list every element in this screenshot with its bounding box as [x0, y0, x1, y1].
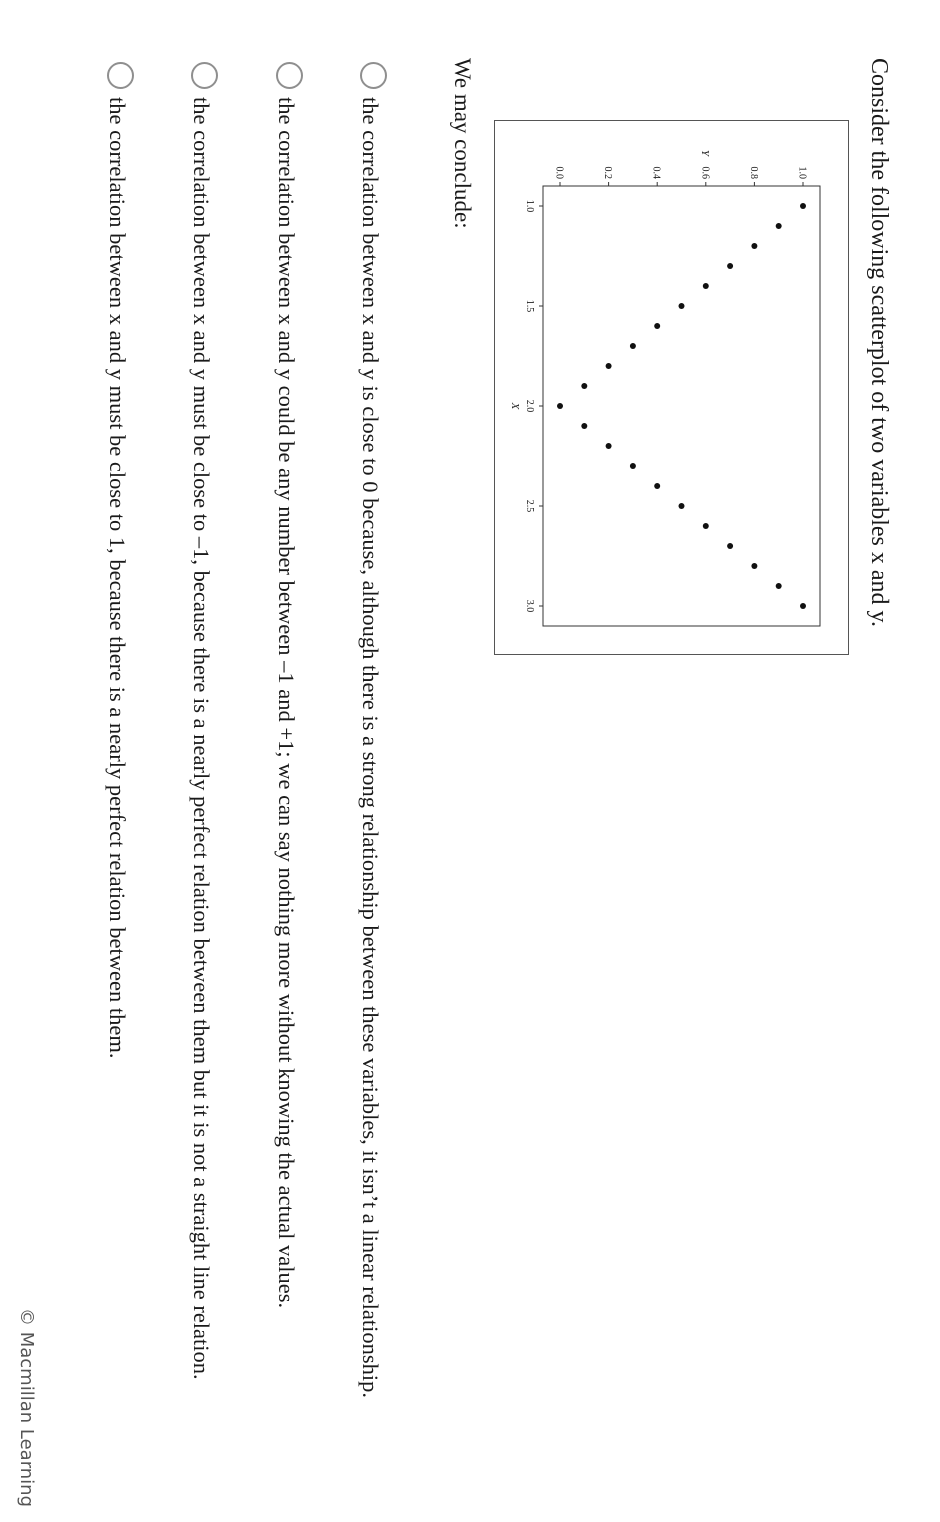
data-point	[776, 223, 782, 229]
answer-option-text: the correlation between x and y could be any number between –1 and +1; we can say nothing more without knowing the actual values.	[274, 97, 299, 1309]
plot-frame	[543, 186, 820, 626]
radio-button-icon[interactable]	[276, 62, 303, 89]
y-tick-label: 0.4	[650, 166, 662, 179]
data-point	[606, 363, 612, 369]
y-tick-label: 0.6	[699, 166, 711, 179]
question-text: Consider the following scatterplot of two variables x and y.	[866, 58, 892, 627]
x-axis-label: X	[509, 402, 521, 410]
y-tick-label: 1.0	[796, 166, 808, 179]
data-point	[703, 523, 709, 529]
answer-option-4[interactable]	[97, 62, 134, 1422]
data-point	[606, 443, 612, 449]
data-point	[581, 423, 587, 429]
data-point	[557, 403, 563, 409]
data-point	[581, 383, 587, 389]
data-point	[630, 343, 636, 349]
answer-option-text: the correlation between x and y must be close to 1, because there is a nearly perfect relation between them.	[105, 97, 130, 1059]
scatterplot	[495, 121, 848, 654]
data-point	[630, 463, 636, 469]
data-point	[800, 203, 806, 209]
data-point	[679, 303, 685, 309]
radio-button-icon[interactable]	[360, 62, 387, 89]
data-point	[727, 543, 733, 549]
x-tick-label: 1.5	[524, 299, 535, 313]
radio-button-icon[interactable]	[191, 62, 218, 89]
data-point	[776, 583, 782, 589]
data-point	[727, 263, 733, 269]
answer-option-3[interactable]	[181, 62, 218, 1422]
y-tick-label: 0.2	[602, 166, 614, 179]
data-point	[679, 503, 685, 509]
x-tick-label: 1.0	[524, 199, 535, 213]
data-point	[751, 243, 757, 249]
answer-option-2[interactable]	[266, 62, 303, 1422]
x-tick-label: 2.0	[524, 399, 535, 413]
answer-option-text: the correlation between x and y is close to 0 because, although there is a strong relationship between these variables, it isn’t a linear relationship.	[358, 97, 383, 1399]
conclusion-prompt: We may conclude:	[450, 58, 475, 229]
x-tick-label: 2.5	[524, 499, 535, 513]
scatterplot-figure	[494, 120, 849, 655]
answer-option-text: the correlation between x and y must be close to –1, because there is a nearly perfect relation between them but it is not a straight line relation.	[189, 97, 214, 1380]
copyright-text: © Macmillan Learning	[16, 1308, 37, 1508]
y-tick-label: 0.8	[747, 166, 759, 179]
data-point	[800, 603, 806, 609]
y-axis-label: Y	[698, 149, 711, 156]
data-point	[703, 283, 709, 289]
answer-option-1[interactable]	[350, 62, 387, 1422]
y-tick-label: 0.0	[553, 166, 565, 179]
x-tick-label: 3.0	[524, 599, 535, 613]
radio-button-icon[interactable]	[107, 62, 134, 89]
data-point	[654, 483, 660, 489]
data-point	[751, 563, 757, 569]
data-point	[654, 323, 660, 329]
